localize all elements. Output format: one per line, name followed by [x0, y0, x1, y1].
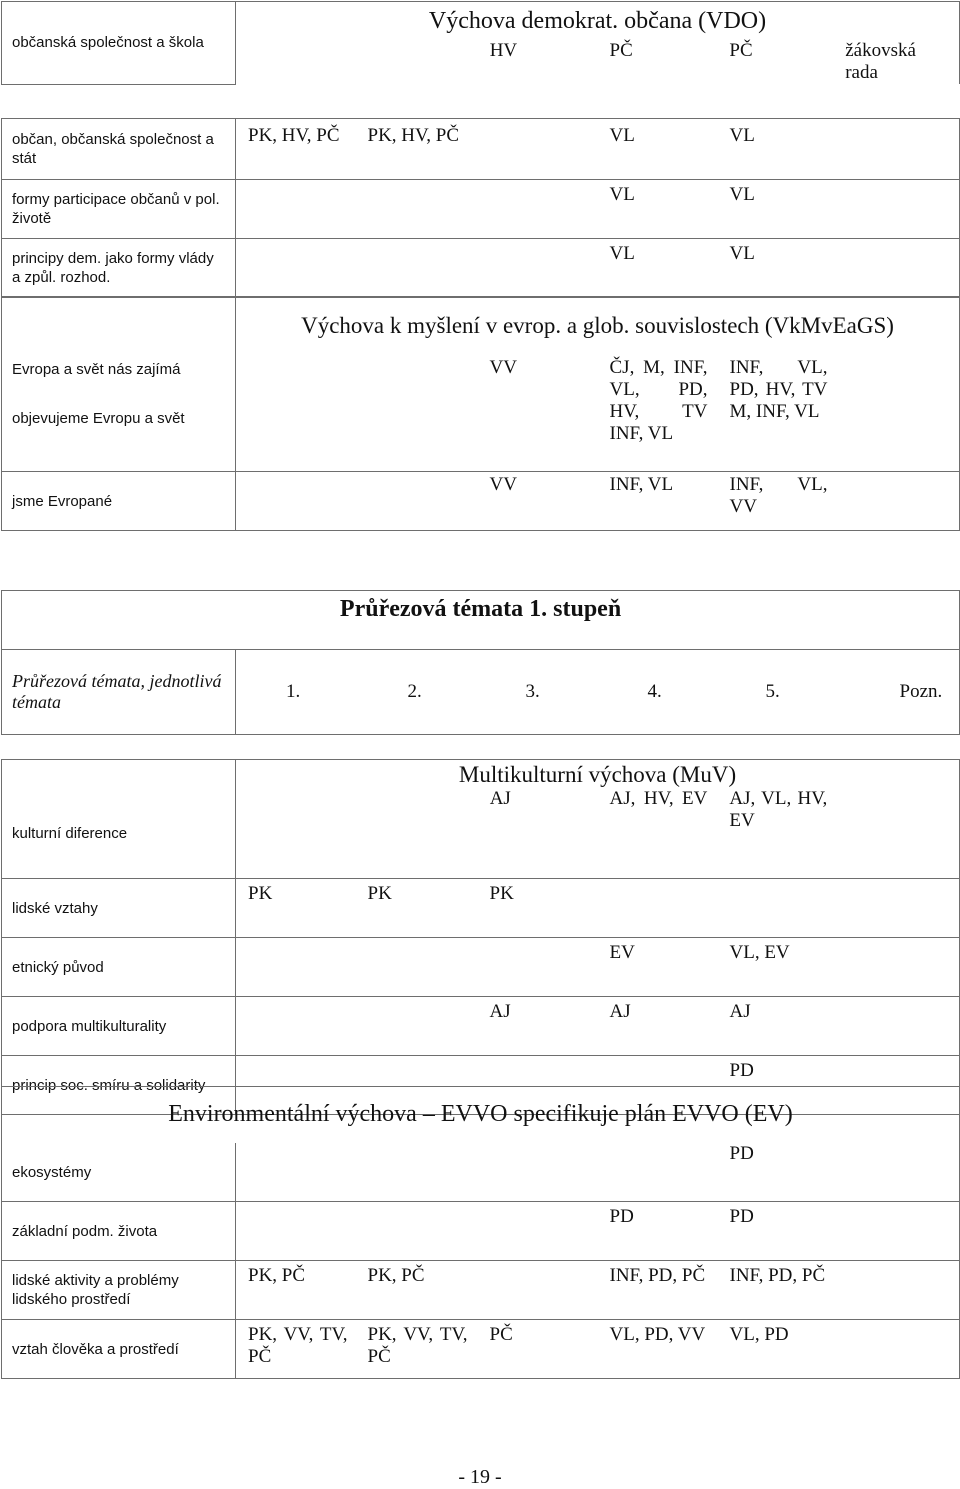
ev-r2-g1: PK, PČ [236, 1261, 356, 1320]
pt-col-5: 5. [716, 650, 836, 735]
muv-r2-g5: VL, EV [716, 938, 836, 997]
ev-r3-g1: PK, VV, TV, PČ [248, 1324, 348, 1367]
muv-r3-g2 [356, 997, 476, 1056]
muv-r2-g1 [236, 938, 356, 997]
vkm-r0-g3: VV [476, 355, 596, 472]
ev-r2-g2: PK, PČ [356, 1261, 476, 1320]
page-number: - 19 - [458, 1466, 502, 1488]
vkm-row-label [2, 297, 236, 472]
ev-r1-g1 [236, 1202, 356, 1261]
ev-r2-g5: INF, PD, PČ [729, 1265, 826, 1286]
ev-r3-g2: PK, VV, TV, PČ [367, 1324, 468, 1367]
muv-row-label: etnický původ [2, 938, 236, 997]
muv-section-title: Multikulturní výchova (MuV) [458, 762, 737, 787]
muv-r0-g1 [236, 788, 356, 832]
pt-col-2: 2. [356, 650, 476, 735]
vdo-row-label: občanská společnost a škola [2, 2, 236, 85]
muv-row-label: kulturní diference [2, 760, 236, 879]
vdo-table [1, 1, 960, 85]
vdo-section-title: Výchova demokrat. občana (VDO) [428, 8, 767, 34]
pt-col-3: 3. [476, 650, 596, 735]
ev-row-label: základní podm. života [2, 1202, 236, 1261]
muv-r3-g3: AJ [476, 997, 596, 1056]
ev-r0-g4 [596, 1143, 716, 1202]
ev-row-label: lidské aktivity a problémy lidského prostředí [2, 1261, 236, 1320]
ev-r0-g3 [476, 1143, 596, 1202]
ev-row-label: ekosystémy [2, 1143, 236, 1202]
vdo-r1-g1: PK, HV, PČ [248, 125, 340, 146]
ev-r2-g4: INF, PD, PČ [609, 1265, 706, 1286]
muv-row-label: princip soc. smíru a solidarity [2, 1056, 236, 1115]
vdo-row-label: občan, občanská společnost a stát [2, 119, 236, 180]
ev-table [1, 1086, 960, 1379]
muv-r3-g5: AJ [716, 997, 836, 1056]
muv-r0-g5: AJ, VL, HV, EV [729, 788, 828, 831]
ev-r3-g3: PČ [476, 1320, 596, 1379]
vdo-r0-g3: HV [489, 40, 518, 61]
vdo-r1-g3 [476, 119, 596, 180]
pt-col-4: 4. [596, 650, 716, 735]
vdo-r1-note [836, 119, 960, 180]
ev-r1-g3 [476, 1202, 596, 1261]
muv-r3-g1 [236, 997, 356, 1056]
pt-header-table [1, 590, 960, 735]
vdo-rows-table [1, 118, 960, 298]
muv-r3-g4: AJ [596, 997, 716, 1056]
vdo-r3-note [836, 239, 960, 298]
muv-r0-g3: AJ [489, 788, 511, 809]
vdo-r2-g1 [236, 180, 356, 239]
vdo-r1-g4: VL [596, 119, 716, 180]
ev-r0-g5: PD [716, 1143, 836, 1202]
vkm-r1-g5: M, INF, VL [729, 401, 820, 422]
vdo-r3-g3 [476, 239, 596, 298]
vdo-r0-note: žákovská rada [845, 40, 916, 83]
ev-r1-g4: PD [596, 1202, 716, 1261]
vdo-r3-g4: VL [596, 239, 716, 298]
vdo-r1-g2: PK, HV, PČ [367, 125, 460, 146]
vkm-r1-g4: INF, VL [609, 423, 674, 444]
muv-r1-g5 [716, 879, 836, 938]
muv-r2-g2 [356, 938, 476, 997]
vkm-r2-g4: INF, VL [596, 472, 716, 531]
muv-title-cell [236, 760, 960, 879]
muv-r1-g1: PK [236, 879, 356, 938]
ev-title-cell [2, 1087, 960, 1144]
ev-row-label: vztah člověka a prostředí [2, 1320, 236, 1379]
vkm-row-label: jsme Evropané [2, 472, 236, 531]
vkm-r2-g5: INF, VL, VV [729, 474, 828, 517]
vkm-table [1, 296, 960, 531]
vdo-r3-g1 [236, 239, 356, 298]
vdo-r2-note [836, 180, 960, 239]
pt-title-cell [2, 591, 960, 650]
muv-r2-g4: EV [596, 938, 716, 997]
pt-col-1: 1. [236, 650, 356, 735]
vkm-r2-g3: VV [476, 472, 596, 531]
pt-section-title: Průřezová témata 1. stupeň [339, 596, 622, 622]
muv-r1-g3: PK [476, 879, 596, 938]
muv-r1-g2: PK [356, 879, 476, 938]
muv-row-label: podpora multikulturality [2, 997, 236, 1056]
vkm-r0-g4: ČJ, M, INF, VL, PD, HV, TV [609, 357, 708, 422]
vdo-r2-g4: VL [596, 180, 716, 239]
ev-r0-g1 [236, 1143, 356, 1202]
vkm-r0-g5: INF, VL, PD, HV, TV [729, 357, 828, 400]
pt-col-note: Pozn. [836, 650, 960, 735]
ev-r3-g5: VL, PD [716, 1320, 836, 1379]
vkm-label-europe: Evropa a svět nás zajímá [12, 361, 181, 378]
ev-r1-g5: PD [716, 1202, 836, 1261]
vdo-r1-g5: VL [716, 119, 836, 180]
ev-r1-g2 [356, 1202, 476, 1261]
muv-row-label: lidské vztahy [2, 879, 236, 938]
muv-r1-g4 [596, 879, 716, 938]
muv-table [1, 759, 960, 1115]
vdo-row-label: principy dem. jako formy vlády a způl. rozhod. [2, 239, 236, 298]
vdo-row-label: formy participace občanů v pol. životě [2, 180, 236, 239]
vdo-r0-g4: PČ [609, 40, 633, 61]
ev-r3-g4: VL, PD, VV [609, 1324, 706, 1345]
ev-r2-g3 [476, 1261, 596, 1320]
vkm-label-discover: objevujeme Evropu a svět [12, 409, 185, 427]
muv-r4-g5: PD [716, 1056, 836, 1115]
muv-r0-g4: AJ, HV, EV [609, 788, 708, 809]
vdo-r3-g5: VL [716, 239, 836, 298]
vdo-r3-g2 [356, 239, 476, 298]
ev-section-title: Environmentální výchova – EVVO specifikuje plán EVVO (EV) [168, 1101, 793, 1127]
vdo-title-cell [236, 2, 960, 85]
muv-r2-g3 [476, 938, 596, 997]
ev-r0-g2 [356, 1143, 476, 1202]
vdo-r0-g5: PČ [729, 40, 753, 61]
vdo-r2-g2 [356, 180, 476, 239]
pt-header-label: Průřezová témata, jednotlivá témata [2, 650, 236, 735]
muv-r0-g2 [356, 788, 476, 832]
vkm-title-cell [236, 297, 960, 356]
vdo-r2-g5: VL [716, 180, 836, 239]
vkm-section-title: Výchova k myšlení v evrop. a glob. souvislostech (VkMvEaGS) [301, 313, 894, 338]
vdo-r2-g3 [476, 180, 596, 239]
